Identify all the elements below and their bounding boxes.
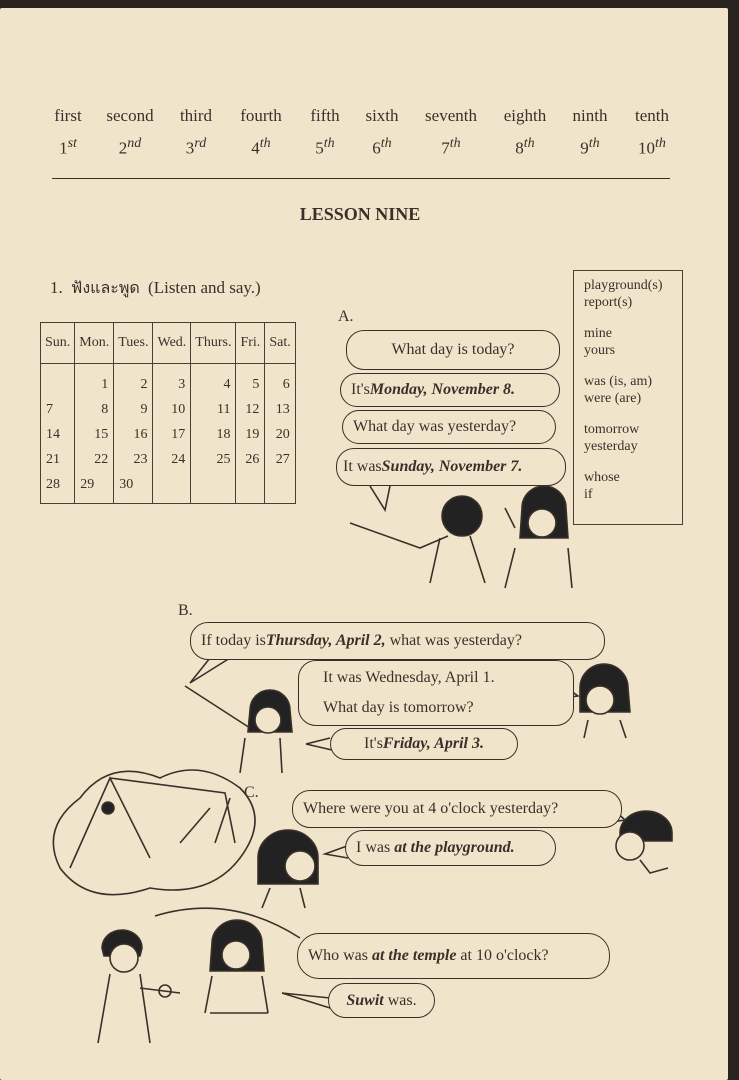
bubble-text: It was [343, 458, 382, 475]
bubble-text: at 10 o'clock? [456, 947, 549, 964]
bubble-text: What day is tomorrow? [323, 699, 474, 716]
ordinal-word: ninth [572, 106, 608, 125]
calendar-date [153, 472, 191, 504]
bubble-text: It's [351, 381, 370, 398]
calendar-date: 22 [75, 447, 114, 472]
calendar-day-header: Tues. [114, 323, 153, 364]
bubble-emphasis: at the temple [371, 947, 457, 964]
calendar-date: 23 [114, 447, 153, 472]
ordinal-word: tenth [635, 106, 669, 125]
ordinal-word: eighth [503, 106, 547, 125]
ordinal-word: third [179, 106, 213, 125]
calendar-date [191, 472, 236, 504]
ordinal-suffix: th [259, 136, 271, 151]
calendar-date: 18 [191, 422, 236, 447]
calendar-day-header: Sat. [265, 323, 295, 364]
vocab-word: yours [584, 343, 616, 358]
ordinal-suffix: th [449, 136, 461, 151]
calendar-week-row [41, 447, 296, 472]
vocab-word: was (is, am) [584, 374, 653, 389]
playground-thought-cloud-illustration [53, 770, 255, 895]
vocab-word: if [584, 487, 593, 502]
speech-bubble [292, 790, 622, 828]
calendar-date: 17 [153, 422, 191, 447]
ordinal-number [33, 136, 103, 159]
ordinal-word: seventh [425, 106, 477, 125]
ordinal-number [347, 136, 417, 159]
vocab-word: report(s) [584, 295, 633, 310]
bubble-text: If today is [201, 632, 266, 649]
calendar-date: 27 [265, 447, 295, 472]
bubble-text: It was Wednesday, April 1. [323, 669, 495, 686]
ordinal-word: second [106, 106, 154, 125]
calendar-date: 7 [41, 397, 75, 422]
ordinal-word: fourth [240, 106, 282, 125]
ordinal-digit: 2 [118, 138, 128, 158]
calendar [40, 322, 296, 504]
section-a-label: A. [338, 308, 354, 325]
calendar-week-row [41, 422, 296, 447]
vocab-group [584, 421, 682, 455]
bubble-text: What day is today? [391, 341, 515, 358]
speech-bubble [345, 830, 556, 866]
calendar-date: 1 [75, 364, 114, 398]
ordinal-number [95, 136, 165, 159]
calendar-date: 8 [75, 397, 114, 422]
vocab-word: yesterday [584, 439, 638, 454]
calendar-day-header: Wed. [153, 323, 191, 364]
boy-with-watch-illustration [98, 930, 180, 1043]
girl-listening-illustration [580, 664, 630, 738]
vocab-word: mine [584, 326, 612, 341]
calendar-date [236, 472, 265, 504]
calendar-date: 30 [114, 472, 153, 504]
calendar-date: 14 [41, 422, 75, 447]
ordinal-digit: 5 [315, 138, 324, 158]
calendar-date: 4 [191, 364, 236, 398]
connector-line [155, 908, 300, 938]
ordinal-word: fifth [310, 106, 340, 125]
ordinal-number [416, 136, 486, 159]
exercise-number: 1. [50, 278, 63, 297]
bubble-emphasis: Sunday, November 7. [381, 458, 523, 475]
calendar-date: 9 [114, 397, 153, 422]
calendar-date: 13 [265, 397, 295, 422]
calendar-day-header: Fri. [236, 323, 265, 364]
calendar-date [41, 364, 75, 398]
bubble-emphasis: Friday, April 3. [382, 735, 484, 752]
ordinal-suffix: th [323, 136, 335, 151]
calendar-date: 15 [75, 422, 114, 447]
calendar-date: 28 [41, 472, 75, 504]
section-b-label: B. [178, 602, 193, 619]
illustrations [0, 8, 728, 1080]
bubble-text: was. [383, 991, 417, 1009]
calendar-date: 2 [114, 364, 153, 398]
speech-bubble [298, 660, 574, 726]
calendar-date: 20 [265, 422, 295, 447]
calendar-date: 25 [191, 447, 236, 472]
speech-bubble [346, 330, 560, 370]
calendar-date: 24 [153, 447, 191, 472]
speech-bubble [190, 622, 605, 660]
bubble-emphasis: Thursday, April 2, [265, 632, 386, 649]
boy-pointing-illustration [350, 496, 485, 583]
bubble-text: What day was yesterday? [353, 418, 517, 435]
ordinal-suffix: th [588, 136, 600, 151]
calendar-date: 6 [265, 364, 295, 398]
vocab-group [584, 277, 682, 311]
ordinal-word: sixth [365, 106, 399, 125]
exercise-instruction [50, 276, 261, 301]
bubble-emphasis: Suwit [346, 991, 384, 1009]
ordinal-suffix: st [67, 136, 77, 151]
girl-thinking-illustration [258, 830, 318, 908]
ordinal-suffix: rd [194, 136, 207, 151]
calendar-date: 12 [236, 397, 265, 422]
boy-asking-illustration [616, 811, 672, 873]
bubble-emphasis: at the playground. [394, 839, 515, 856]
exercise-english: (Listen and say.) [148, 278, 261, 297]
calendar-date: 5 [236, 364, 265, 398]
ordinal-digit: 4 [251, 138, 260, 158]
ordinal-digit: 6 [372, 138, 381, 158]
ordinal-suffix: nd [127, 136, 142, 151]
textbook-page [0, 8, 728, 1080]
calendar-date: 10 [153, 397, 191, 422]
vocab-group [584, 469, 682, 503]
ordinal-number [555, 136, 625, 159]
vocab-word: were (are) [584, 391, 642, 406]
ordinal-digit: 10 [638, 138, 656, 158]
girl-illustration [505, 486, 572, 588]
speech-bubble [340, 373, 560, 407]
section-c-label: C. [244, 784, 259, 801]
bubble-text: Who was [308, 947, 372, 964]
ordinal-digit: 1 [59, 138, 68, 158]
calendar-week-row [41, 397, 296, 422]
calendar-date: 29 [75, 472, 114, 504]
speech-bubble [336, 448, 566, 486]
calendar-date [265, 472, 295, 504]
ordinal-number [617, 136, 687, 159]
ordinal-digit: 8 [515, 138, 524, 158]
ordinal-digit: 9 [580, 138, 589, 158]
calendar-week-row [41, 364, 296, 398]
bubble-emphasis: Monday, November 8. [369, 381, 516, 398]
vocabulary-box [573, 270, 683, 525]
ordinal-digit: 7 [441, 138, 450, 158]
calendar-week-row [41, 472, 296, 504]
bubble-text: what was yesterday? [385, 632, 522, 649]
ordinal-suffix: th [655, 136, 666, 151]
speech-bubble [297, 933, 610, 979]
ordinal-number [161, 136, 231, 159]
ordinal-number [226, 136, 296, 159]
calendar-date: 26 [236, 447, 265, 472]
ordinal-suffix: th [380, 136, 392, 151]
vocab-word: whose [584, 470, 620, 485]
bubble-text: It's [364, 735, 383, 752]
lesson-title: LESSON NINE [299, 204, 421, 224]
speech-bubble [342, 410, 556, 444]
girl-pointing-illustration [185, 686, 292, 773]
calendar-date: 11 [191, 397, 236, 422]
vocab-group [584, 325, 682, 359]
ordinal-word: first [54, 106, 82, 125]
exercise-thai: ฟังและพูด [71, 278, 140, 297]
bubble-text: Where were you at 4 o'clock yesterday? [303, 800, 559, 817]
vocab-word: tomorrow [584, 422, 640, 437]
speech-bubble [328, 983, 435, 1018]
girl-answering-illustration [205, 920, 268, 1013]
calendar-day-header: Thurs. [191, 323, 236, 364]
divider [52, 178, 670, 179]
ordinal-number [490, 136, 560, 159]
bubble-text: I was [356, 839, 395, 856]
vocab-group [584, 373, 682, 407]
vocab-word: playground(s) [584, 278, 663, 293]
calendar-date: 19 [236, 422, 265, 447]
calendar-day-header: Sun. [41, 323, 75, 364]
speech-bubble [330, 728, 518, 760]
calendar-date: 16 [114, 422, 153, 447]
calendar-date: 21 [41, 447, 75, 472]
ordinal-digit: 3 [185, 138, 195, 158]
ordinal-suffix: th [523, 136, 535, 151]
calendar-date: 3 [153, 364, 191, 398]
calendar-day-header: Mon. [75, 323, 114, 364]
